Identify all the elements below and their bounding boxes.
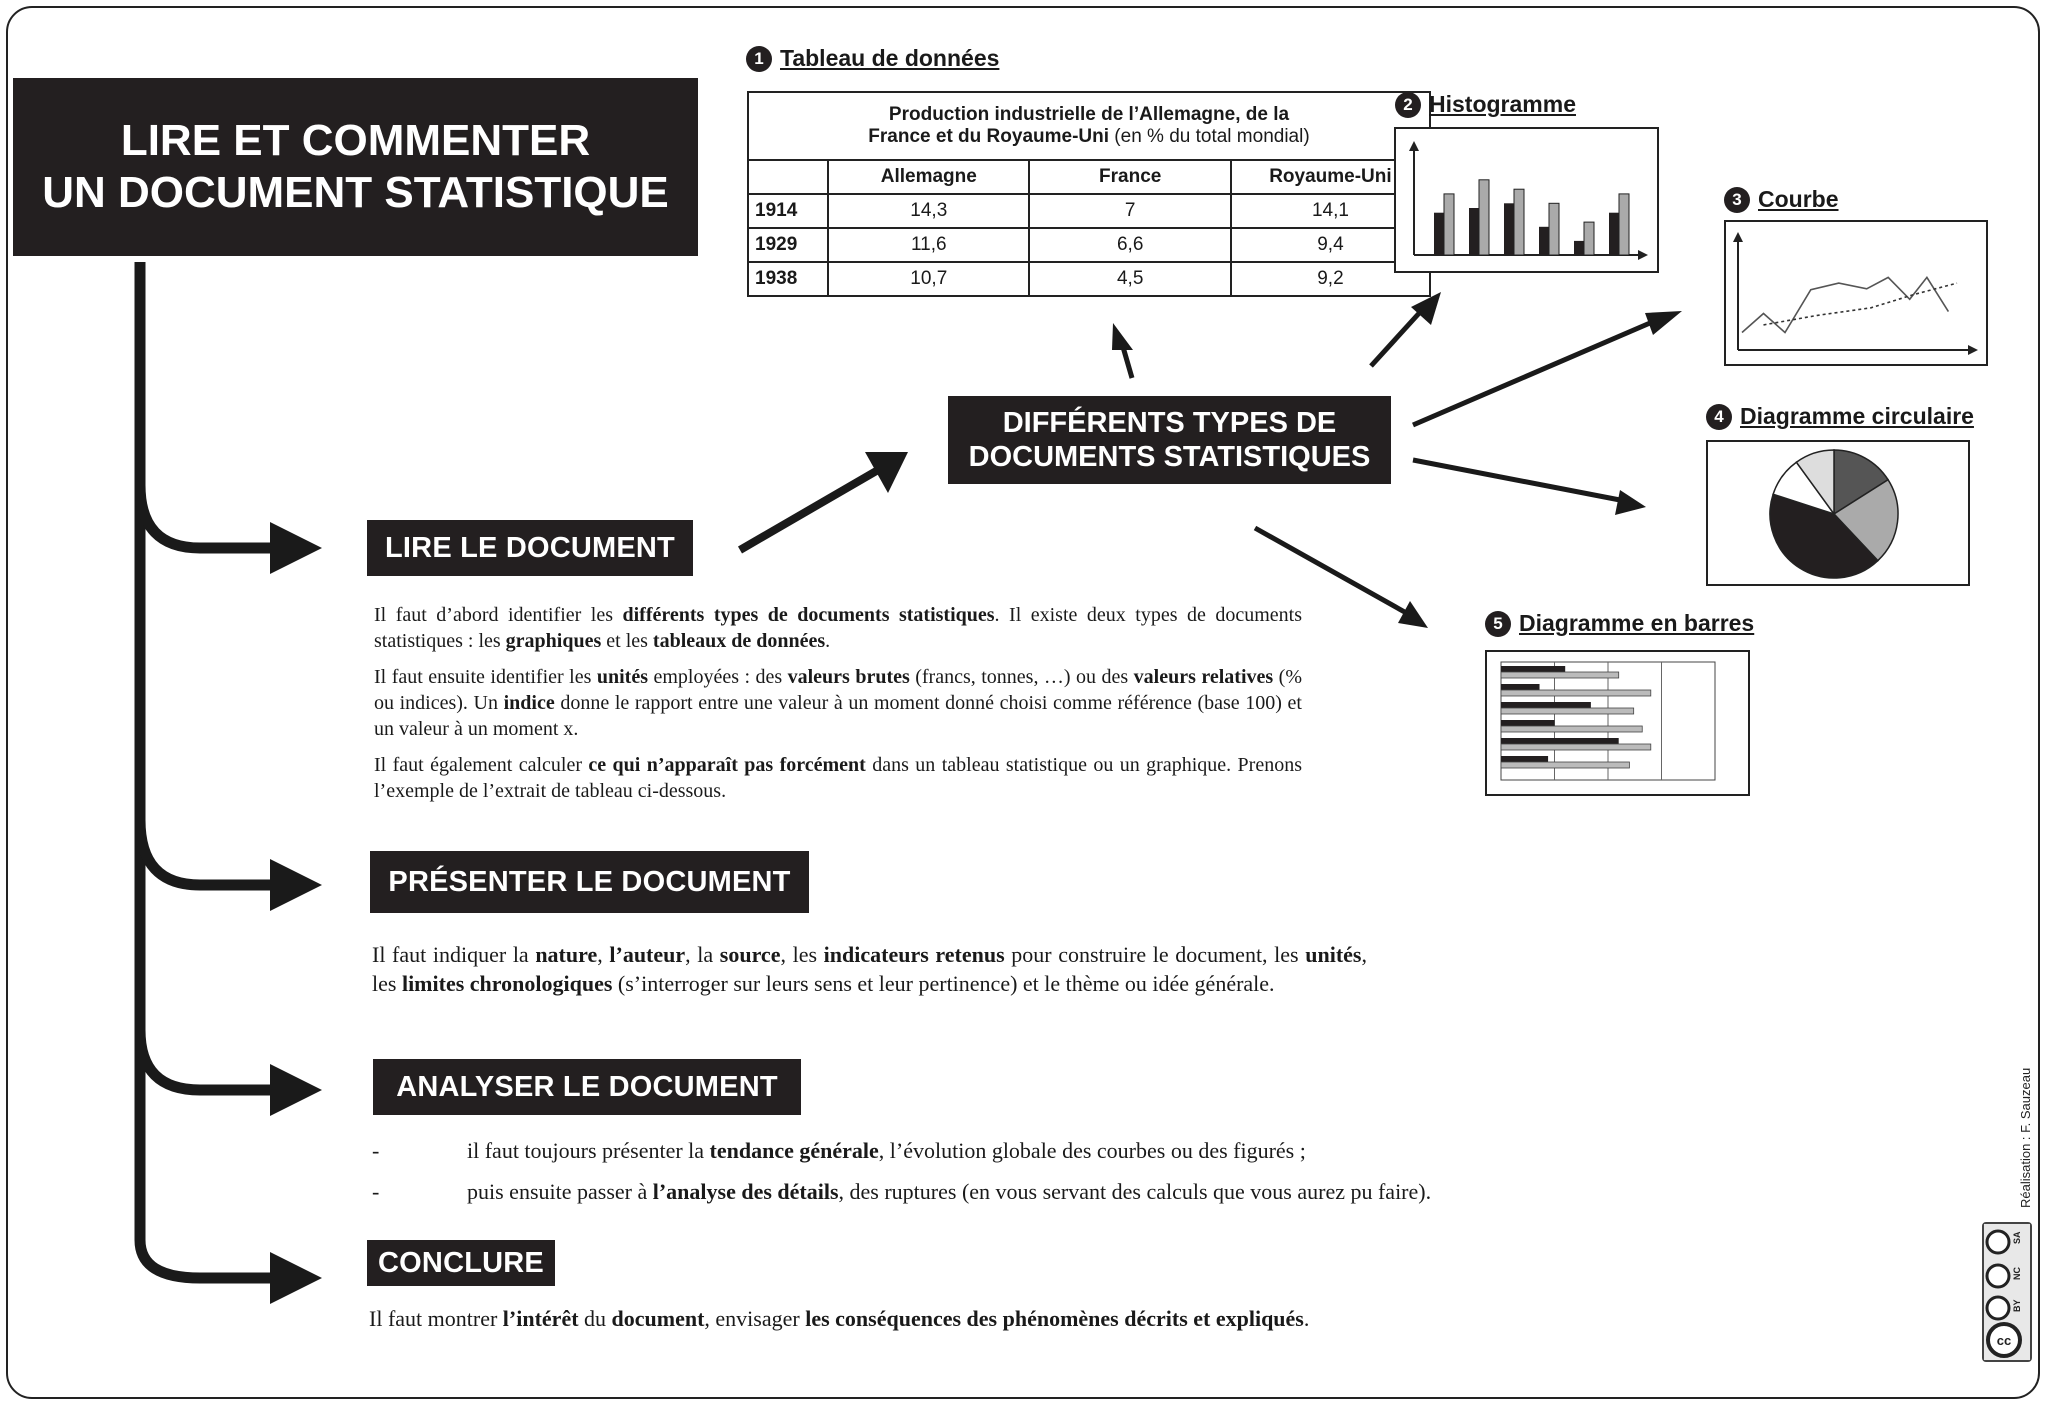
cc-sa-label: SA bbox=[2012, 1231, 2022, 1244]
arrowhead-table bbox=[1112, 323, 1133, 350]
table-header: Allemagne bbox=[828, 160, 1029, 194]
types-box-line1: DIFFÉRENTS TYPES DE bbox=[1002, 407, 1337, 439]
histogram-bar-light bbox=[1444, 194, 1454, 255]
histogram-bar-light bbox=[1549, 203, 1559, 255]
table-cell: 14,3 bbox=[828, 194, 1029, 228]
section-analyser-title: ANALYSER LE DOCUMENT bbox=[373, 1059, 801, 1115]
arrow-to-types bbox=[740, 470, 878, 550]
conclure-text bbox=[369, 1305, 1569, 1343]
dash-bullet: - bbox=[372, 1179, 380, 1204]
main-title-line1: LIRE ET COMMENTER bbox=[120, 116, 591, 165]
bar-light bbox=[1501, 690, 1651, 696]
histogram-bar-light bbox=[1479, 180, 1489, 255]
section-conclure-title: CONCLURE bbox=[367, 1240, 555, 1286]
histogram-icon bbox=[1394, 127, 1659, 273]
curve-icon bbox=[1724, 220, 1988, 366]
table-caption-row bbox=[748, 92, 1430, 160]
table-cell-year: 1914 bbox=[748, 194, 828, 228]
analyser-item-text: il faut toujours présenter la tendance générale, l’évolution globale des courbes ou des figurés ; bbox=[467, 1138, 1306, 1163]
table-caption-line2-bold: France et du Royaume-Uni bbox=[868, 126, 1110, 147]
cc-by-label: BY bbox=[2012, 1299, 2022, 1312]
section-lire-title: LIRE LE DOCUMENT bbox=[367, 520, 693, 576]
section-presenter-title: PRÉSENTER LE DOCUMENT bbox=[370, 851, 809, 913]
bars-svg bbox=[1487, 652, 1748, 794]
table-row bbox=[748, 262, 1430, 296]
histogram-bar-dark bbox=[1574, 241, 1584, 255]
bar-chart-icon bbox=[1485, 650, 1750, 796]
lire-paragraph: Il faut d’abord identifier les différents types de documents statistiques. Il existe deux types de documents statistiques : les graphiques et les tableaux de données. bbox=[374, 604, 1302, 652]
histogram-bar-dark bbox=[1434, 213, 1444, 255]
arrowhead-conclure bbox=[270, 1252, 322, 1304]
table-cell: 9,4 bbox=[1231, 228, 1430, 262]
number-badge: 3 bbox=[1724, 187, 1750, 213]
y-axis-arrow bbox=[1733, 232, 1743, 242]
type-label-curve bbox=[1724, 186, 1839, 213]
type-label-text: Diagramme circulaire bbox=[1740, 403, 1974, 429]
by-icon bbox=[1987, 1297, 2009, 1319]
analyser-item-1 bbox=[372, 1138, 1306, 1164]
conclure-paragraph: Il faut montrer l’intérêt du document, envisager les conséquences des phénomènes décrits et expliqués. bbox=[369, 1306, 1310, 1331]
bar-dark bbox=[1501, 666, 1565, 672]
table-caption bbox=[748, 92, 1430, 160]
data-table bbox=[747, 91, 1431, 297]
branch-presenter bbox=[140, 820, 272, 885]
type-label-bars bbox=[1485, 610, 1754, 637]
table-caption-line1: Production industrielle de l’Allemagne, de la bbox=[888, 104, 1290, 125]
histogram-bar-dark bbox=[1504, 203, 1514, 255]
bar-light bbox=[1501, 726, 1642, 732]
spine-line bbox=[140, 262, 272, 1278]
histogram-bar-dark bbox=[1469, 208, 1479, 255]
type-label-text: Courbe bbox=[1758, 186, 1839, 212]
cc-logo-label: cc bbox=[1996, 1333, 2012, 1348]
table-header-row bbox=[748, 160, 1430, 194]
table-header bbox=[748, 160, 828, 194]
arrowhead-analyser bbox=[270, 1064, 322, 1116]
x-axis-arrow bbox=[1638, 250, 1648, 260]
table-cell: 6,6 bbox=[1029, 228, 1230, 262]
table-cell: 10,7 bbox=[828, 262, 1029, 296]
number-badge: 5 bbox=[1485, 611, 1511, 637]
type-label-histogram bbox=[1395, 91, 1576, 118]
table-cell: 9,2 bbox=[1231, 262, 1430, 296]
bar-light bbox=[1501, 762, 1629, 768]
branch-lire bbox=[140, 485, 272, 548]
types-box bbox=[948, 396, 1391, 484]
histogram-bar-dark bbox=[1539, 227, 1549, 255]
number-badge: 4 bbox=[1706, 404, 1732, 430]
branch-analyser bbox=[140, 1030, 272, 1090]
arrowhead-bars bbox=[1398, 601, 1428, 628]
table-cell-year: 1929 bbox=[748, 228, 828, 262]
arrowhead-curve bbox=[1645, 311, 1682, 335]
main-title-line2: UN DOCUMENT STATISTIQUE bbox=[42, 168, 669, 217]
type-label-text: Histogramme bbox=[1429, 91, 1576, 117]
credit-text: Réalisation : F. Sauzeau bbox=[2018, 1067, 2033, 1208]
bar-light bbox=[1501, 744, 1651, 750]
table-row bbox=[748, 228, 1430, 262]
cc-nc-label: NC bbox=[2012, 1267, 2022, 1280]
histogram-bar-dark bbox=[1609, 213, 1619, 255]
type-label-text: Tableau de données bbox=[780, 45, 1000, 71]
cc-license-badge bbox=[1982, 1222, 2032, 1362]
presenter-paragraph: Il faut indiquer la nature, l’auteur, la source, les indicateurs retenus pour construire le document, les unités, les limites chronologiques (s’interroger sur leurs sens et leur pertinence) et le thème ou idée générale. bbox=[372, 942, 1367, 996]
bar-light bbox=[1501, 708, 1634, 714]
lire-text bbox=[374, 602, 1302, 814]
bar-dark bbox=[1501, 738, 1619, 744]
bar-dark bbox=[1501, 756, 1548, 762]
table-cell: 4,5 bbox=[1029, 262, 1230, 296]
pie-svg bbox=[1708, 442, 1968, 584]
type-label-table bbox=[746, 45, 999, 72]
type-label-pie bbox=[1706, 403, 1974, 430]
cc-license-icon bbox=[1984, 1224, 2030, 1360]
analyser-item-text: puis ensuite passer à l’analyse des détails, des ruptures (en vous servant des calculs que vous aurez pu faire). bbox=[467, 1179, 1432, 1204]
table-cell: 11,6 bbox=[828, 228, 1029, 262]
type-label-text: Diagramme en barres bbox=[1519, 610, 1755, 636]
arrowhead-lire bbox=[270, 522, 322, 574]
table-header: France bbox=[1029, 160, 1230, 194]
arrowhead-presenter bbox=[270, 859, 322, 911]
lire-paragraph: Il faut ensuite identifier les unités employées : des valeurs brutes (francs, tonnes, …) ou des valeurs relatives (% ou indices). Un indice donne le rapport entre une valeur à un moment donné choisi comme référence (base 100) et un valeur à un moment x. bbox=[374, 666, 1302, 740]
histogram-svg bbox=[1396, 129, 1657, 271]
table-cell: 14,1 bbox=[1231, 194, 1430, 228]
bar-light bbox=[1501, 672, 1619, 678]
histogram-bar-light bbox=[1514, 189, 1524, 255]
sa-icon bbox=[1987, 1231, 2009, 1253]
arrow-to-histogram bbox=[1371, 310, 1422, 366]
curve-line-solid bbox=[1742, 277, 1948, 332]
arrow-to-curve bbox=[1413, 323, 1650, 425]
number-badge: 1 bbox=[746, 46, 772, 72]
y-axis-arrow bbox=[1409, 141, 1419, 151]
dash-bullet: - bbox=[372, 1138, 380, 1163]
curve-svg bbox=[1726, 222, 1986, 364]
analyser-item-2 bbox=[372, 1179, 1431, 1205]
types-box-line2: DOCUMENTS STATISTIQUES bbox=[968, 441, 1371, 473]
arrowhead-pie bbox=[1615, 490, 1646, 515]
histogram-bar-light bbox=[1584, 222, 1594, 255]
table-caption-line2-rest: (en % du total mondial) bbox=[1109, 126, 1310, 147]
bar-dark bbox=[1501, 684, 1540, 690]
presenter-text bbox=[372, 940, 1367, 1008]
histogram-bar-light bbox=[1619, 194, 1629, 255]
x-axis-arrow bbox=[1968, 345, 1978, 355]
table-header: Royaume-Uni bbox=[1231, 160, 1430, 194]
table-row bbox=[748, 194, 1430, 228]
pie-icon bbox=[1706, 440, 1970, 586]
lire-paragraph: Il faut également calculer ce qui n’apparaît pas forcément dans un tableau statistique ou un graphique. Prenons l’exemple de l’extrait de tableau ci-dessous. bbox=[374, 754, 1302, 802]
bar-dark bbox=[1501, 702, 1591, 708]
table-cell-year: 1938 bbox=[748, 262, 828, 296]
number-badge: 2 bbox=[1395, 92, 1421, 118]
bar-dark bbox=[1501, 720, 1555, 726]
nc-icon bbox=[1987, 1265, 2009, 1287]
arrow-to-pie bbox=[1413, 460, 1620, 500]
table-cell: 7 bbox=[1029, 194, 1230, 228]
